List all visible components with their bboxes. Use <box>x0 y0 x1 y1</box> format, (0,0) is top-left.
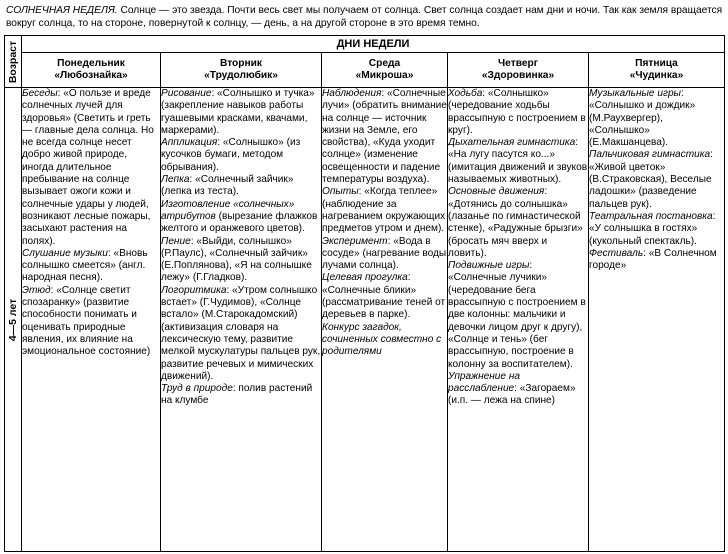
activity-entry: Основные движения: «Дотянись до солнышка» (лазанье по гимнастической стенке), «Радужные брызги» (бросать мяч вверх и ловить). <box>448 186 583 259</box>
day-header-tuesday: Вторник «Трудолюбик» <box>161 53 322 88</box>
activity-entry: Аппликация: «Солнышко» (из кусочков бумаги, методом обрывания). <box>161 137 301 173</box>
activity-entry: Логоритмика: «Утром солнышко встает» (Г.Чудимов), «Солнце встало» (М.Старокадомский) (активизация словаря на лексическую тему, развитие мелкой мускулатуры пальцев рук, развитие речевых и мимических движений). <box>161 284 321 382</box>
activity-entry: Беседы: «О пользе и вреде солнечных лучей для здоровья» (Светить и греть — главные дела солнца. Но не всегда солнце несет добро живой природе, иногда длительное пребывание на солнце вызывает ожоги кожи и солнечные удары у людей, возникают лесные пожары, засыхают растения на полях). <box>22 88 154 247</box>
activity-entry: Лепка: «Солнечный зайчик» (лепка из теста). <box>161 174 294 198</box>
day-header-friday: Пятница «Чудинка» <box>589 53 725 88</box>
friday-activities <box>589 88 725 552</box>
activity-entry: Слушание музыки: «Вновь солнышко смеется» (англ. народная песня). <box>22 247 148 284</box>
activity-entry: Театральная постановка: «У солнышка в гостях» (кукольный спектакль). <box>589 210 716 247</box>
activity-entry: Наблюдения: «Солнечные лучи» (обратить внимание на солнце — источник жизни на Земле, его свойства), «Куда уходит солнце» (изменение освещенности и падение температуры воздуха). <box>322 88 447 186</box>
day-header-wednesday: Среда «Микроша» <box>322 53 448 88</box>
day-header-thursday: Четверг «Здоровинка» <box>448 53 589 88</box>
week-title: СОЛНЕЧНАЯ НЕДЕЛЯ. <box>6 5 118 16</box>
wednesday-activities <box>322 88 448 552</box>
monday-activities <box>22 88 161 552</box>
age-value: 4—5 лет <box>7 298 19 341</box>
activity-entry: Упражнение на расслабление: «Загораем» (и.п. — лежа на спине) <box>448 370 576 407</box>
age-value-cell <box>5 88 22 552</box>
activity-entry: Конкурс загадок, сочиненных совместно с родителями <box>322 321 442 358</box>
thursday-activities <box>448 88 589 552</box>
activity-entry: Труд в природе: полив растений на клумбе <box>161 383 313 407</box>
activity-entry: Фестиваль: «В Солнечном городе» <box>589 247 717 272</box>
tuesday-activities <box>161 88 322 552</box>
activity-entry: Рисование: «Солнышко и тучка» (закрепление навыков работы гуашевыми красками, квачами, маркерами). <box>161 88 315 136</box>
week-intro <box>6 4 724 30</box>
week-days-header: ДНИ НЕДЕЛИ <box>22 36 725 53</box>
activity-entry: Музыкальные игры: «Солнышко и дождик» (М.Раухвергер), «Солнышко» (Е.Макшанцева). <box>589 88 696 149</box>
activity-entry: Пальчиковая гимнастика: «Живой цветок» (В.Страковская), Веселые ладошки» (разведение пальцев рук). <box>589 149 713 210</box>
activity-entry: Этюд: «Солнце светит спозаранку» (развитие способности понимать и оценивать природные явления, их влияние на эмоциональное состояние) <box>22 284 151 358</box>
activity-entry: Подвижные игры: «Солнечные лучики» (чередование бега врассыпную с построением в две колонны: мальчики и девочки лицом друг к другу), «Солнце и тень» (бег врассыпную, построение в колонну за воспитателем). <box>448 260 586 370</box>
day-header-monday: Понедельник «Любознайка» <box>22 53 161 88</box>
activity-entry: Ходьба: «Солнышко» (чередование ходьбы врассыпную с построением в круг). <box>448 88 586 136</box>
activity-entry: Пение: «Выйди, солнышко» (Р.Паулс), «Солнечный зайчик» (Е.Поплянова), «Я на солнышке лежу» (Г.Гладков). <box>161 235 312 284</box>
week-description: Солнце — это звезда. Почти весь свет мы получаем от солнца. Свет солнца создает нам дни и ночи. Так как земля вращается вокруг солнца, то на стороне, повернутой к солнцу, — день, а на другой стороне в это время темно. <box>6 5 723 29</box>
age-header-cell <box>5 36 22 88</box>
activity-entry: Дыхательная гимнастика: «На лугу пасутся ко...» (имитация движений и звуков называемых животных). <box>448 137 588 186</box>
age-header: Возраст <box>7 40 19 83</box>
activity-entry: Эксперимент: «Вода в сосуде» (нагревание воды лучами солнца). <box>322 235 447 272</box>
weekly-plan-table <box>4 35 725 552</box>
activity-entry: Опыты: «Когда теплее» (наблюдение за нагреванием окружающих предметов утром и днем). <box>322 186 446 235</box>
activity-entry: Целевая прогулка: «Солнечные блики» (рассматривание теней от деревьев в парке). <box>322 272 446 321</box>
activity-entry: Изготовление «солнечных» атрибутов (вырезание флажков желтого и оранжевого цветов). <box>161 198 318 235</box>
